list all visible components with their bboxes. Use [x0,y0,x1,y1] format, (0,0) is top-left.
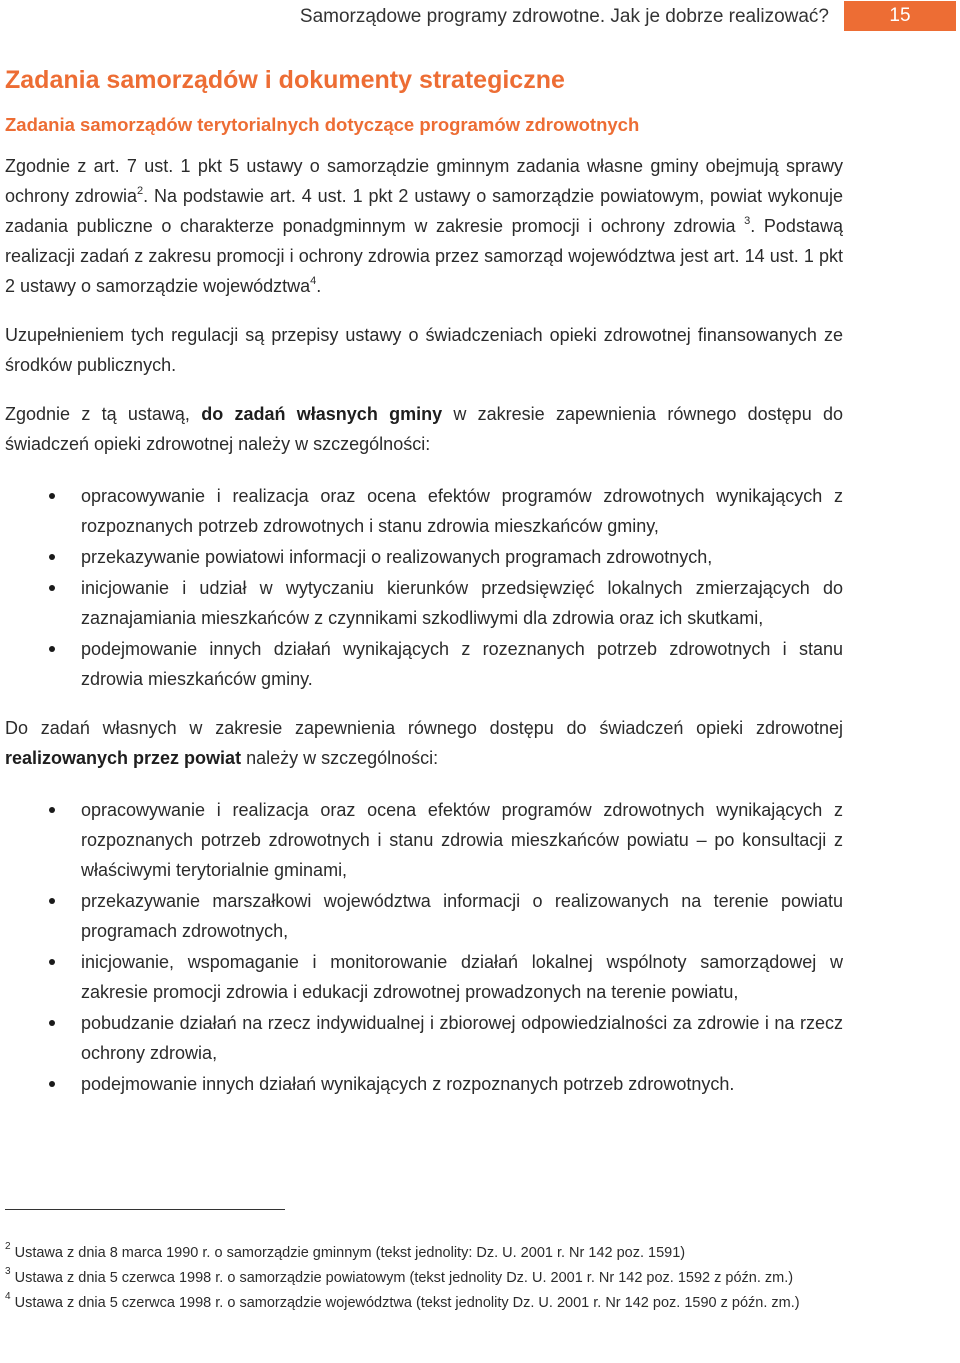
footnote-4 [5,1291,843,1316]
powiat-tasks-list [5,795,843,1099]
footnote-divider [5,1209,285,1210]
list-item [5,886,843,946]
paragraph-gmina-intro [5,399,843,459]
list-item [5,1069,843,1099]
bullet-icon [49,807,55,813]
list-item-text: inicjowanie, wspomaganie i monitorowanie działań lokalnej wspólnoty samorządowej w zakresie promocji zdrowia i edukacji zdrowotnej prowadzonych na terenie powiatu, [81,952,843,1002]
list-item [5,573,843,633]
section-subtitle: Zadania samorządów terytorialnych dotyczące programów zdrowotnych [5,114,640,135]
list-item-text: przekazywanie powiatowi informacji o realizowanych programach zdrowotnych, [81,547,713,567]
list-item [5,947,843,1007]
paragraph-supplement: Uzupełnieniem tych regulacji są przepisy ustawy o świadczeniach opieki zdrowotnej finansowanych ze środków publicznych. [5,325,843,375]
list-item [5,634,843,694]
bullet-icon [49,898,55,904]
list-item-text: pobudzanie działań na rzecz indywidualnej i zbiorowej odpowiedzialności za zdrowie i na rzecz ochrony zdrowia, [81,1013,843,1063]
emphasis-powiat: realizowanych przez powiat [5,748,242,768]
paragraph-text: . Na podstawie art. 4 ust. 1 pkt 2 ustawy o samorządzie powiatowym, powiat wykonuje zadania publiczne o charakterze ponadgminnym w zakresie promocji i ochrony zdrowia [5,186,844,236]
list-item [5,542,843,572]
paragraph-text: Zgodnie z art. 7 ust. 1 pkt 5 ustawy o samorządzie gminnym zadania własne gminy obejmują sprawy ochrony zdrowia [5,156,843,206]
bullet-icon [49,1081,55,1087]
footnote-ref-3[interactable]: 3 [744,215,751,227]
list-item [5,795,843,885]
running-header: Samorządowe programy zdrowotne. Jak je dobrze realizować? [299,6,829,27]
list-item-text: opracowywanie i realizacja oraz ocena efektów programów zdrowotnych wynikających z rozpoznanych potrzeb zdrowotnych i stanu zdrowia mieszkańców powiatu – po konsultacji z właściwymi terytorialnie gminami, [81,800,843,880]
section-title: Zadania samorządów i dokumenty strategiczne [5,66,565,94]
paragraph-text: w zakresie zapewnienia równego dostępu do świadczeń opieki zdrowotnej należy w szczególności: [5,404,844,454]
paragraph-legal-basis [5,151,843,301]
paragraph-text: . Podstawą realizacji zadań z zakresu promocji i ochrony zdrowia przez samorząd województwa jest art. 14 ust. 1 pkt 2 ustawy o samorządzie województwa [5,216,843,296]
list-item [5,1008,843,1068]
bullet-icon [49,1020,55,1026]
list-item [5,481,843,541]
paragraph-text: Do zadań własnych w zakresie zapewnienia równego dostępu do świadczeń opieki zdrowotnej [5,718,843,738]
list-item-text: przekazywanie marszałkowi województwa informacji o realizowanych na terenie powiatu programach zdrowotnych, [81,891,843,941]
bullet-icon [49,493,55,499]
footnote-text: Ustawa z dnia 5 czerwca 1998 r. o samorządzie powiatowym (tekst jednolity Dz. U. 2001 r. Nr 142 poz. 1592 z późn. zm.) [14,1270,794,1286]
paragraph-text: Zgodnie z tą ustawą, [5,404,202,424]
footnote-text: Ustawa z dnia 5 czerwca 1998 r. o samorządzie województwa (tekst jednolity Dz. U. 2001 r. Nr 142 poz. 1590 z późn. zm.) [14,1295,800,1311]
list-item-text: inicjowanie i udział w wytyczaniu kierunków przedsięwzięć lokalnych zmierzających do zaznajamiania mieszkańców z czynnikami szkodliwymi dla zdrowia oraz ich skutkami, [81,578,843,628]
footnote-2 [5,1241,843,1266]
paragraph-text: . [316,276,322,296]
list-item-text: opracowywanie i realizacja oraz ocena efektów programów zdrowotnych wynikających z rozpoznanych potrzeb zdrowotnych i stanu zdrowia mieszkańców gminy, [81,486,843,536]
list-item-text: podejmowanie innych działań wynikających z rozpoznanych potrzeb zdrowotnych. [81,1074,735,1094]
gmina-tasks-list [5,481,843,694]
footnote-text: Ustawa z dnia 8 marca 1990 r. o samorządzie gminnym (tekst jednolity: Dz. U. 2001 r. Nr 142 poz. 1591) [14,1245,686,1261]
paragraph-powiat-intro [5,713,843,773]
footnote-3 [5,1266,843,1291]
emphasis-gmina: do zadań własnych gminy [201,404,443,424]
bullet-icon [49,646,55,652]
bullet-icon [49,554,55,560]
paragraph-text: należy w szczególności: [241,748,439,768]
page-body [5,60,843,1100]
bullet-icon [49,959,55,965]
list-item-text: podejmowanie innych działań wynikających z rozeznanych potrzeb zdrowotnych i stanu zdrowia mieszkańców gminy. [81,639,843,689]
footnotes [5,1241,843,1316]
footnote-number: 4 [5,1291,11,1303]
footnote-number: 2 [5,1241,11,1253]
bullet-icon [49,585,55,591]
footnote-number: 3 [5,1266,11,1278]
page-number-badge: 15 [844,1,956,31]
footnote-ref-4[interactable]: 4 [310,275,317,287]
footnote-ref-2[interactable]: 2 [136,185,144,197]
